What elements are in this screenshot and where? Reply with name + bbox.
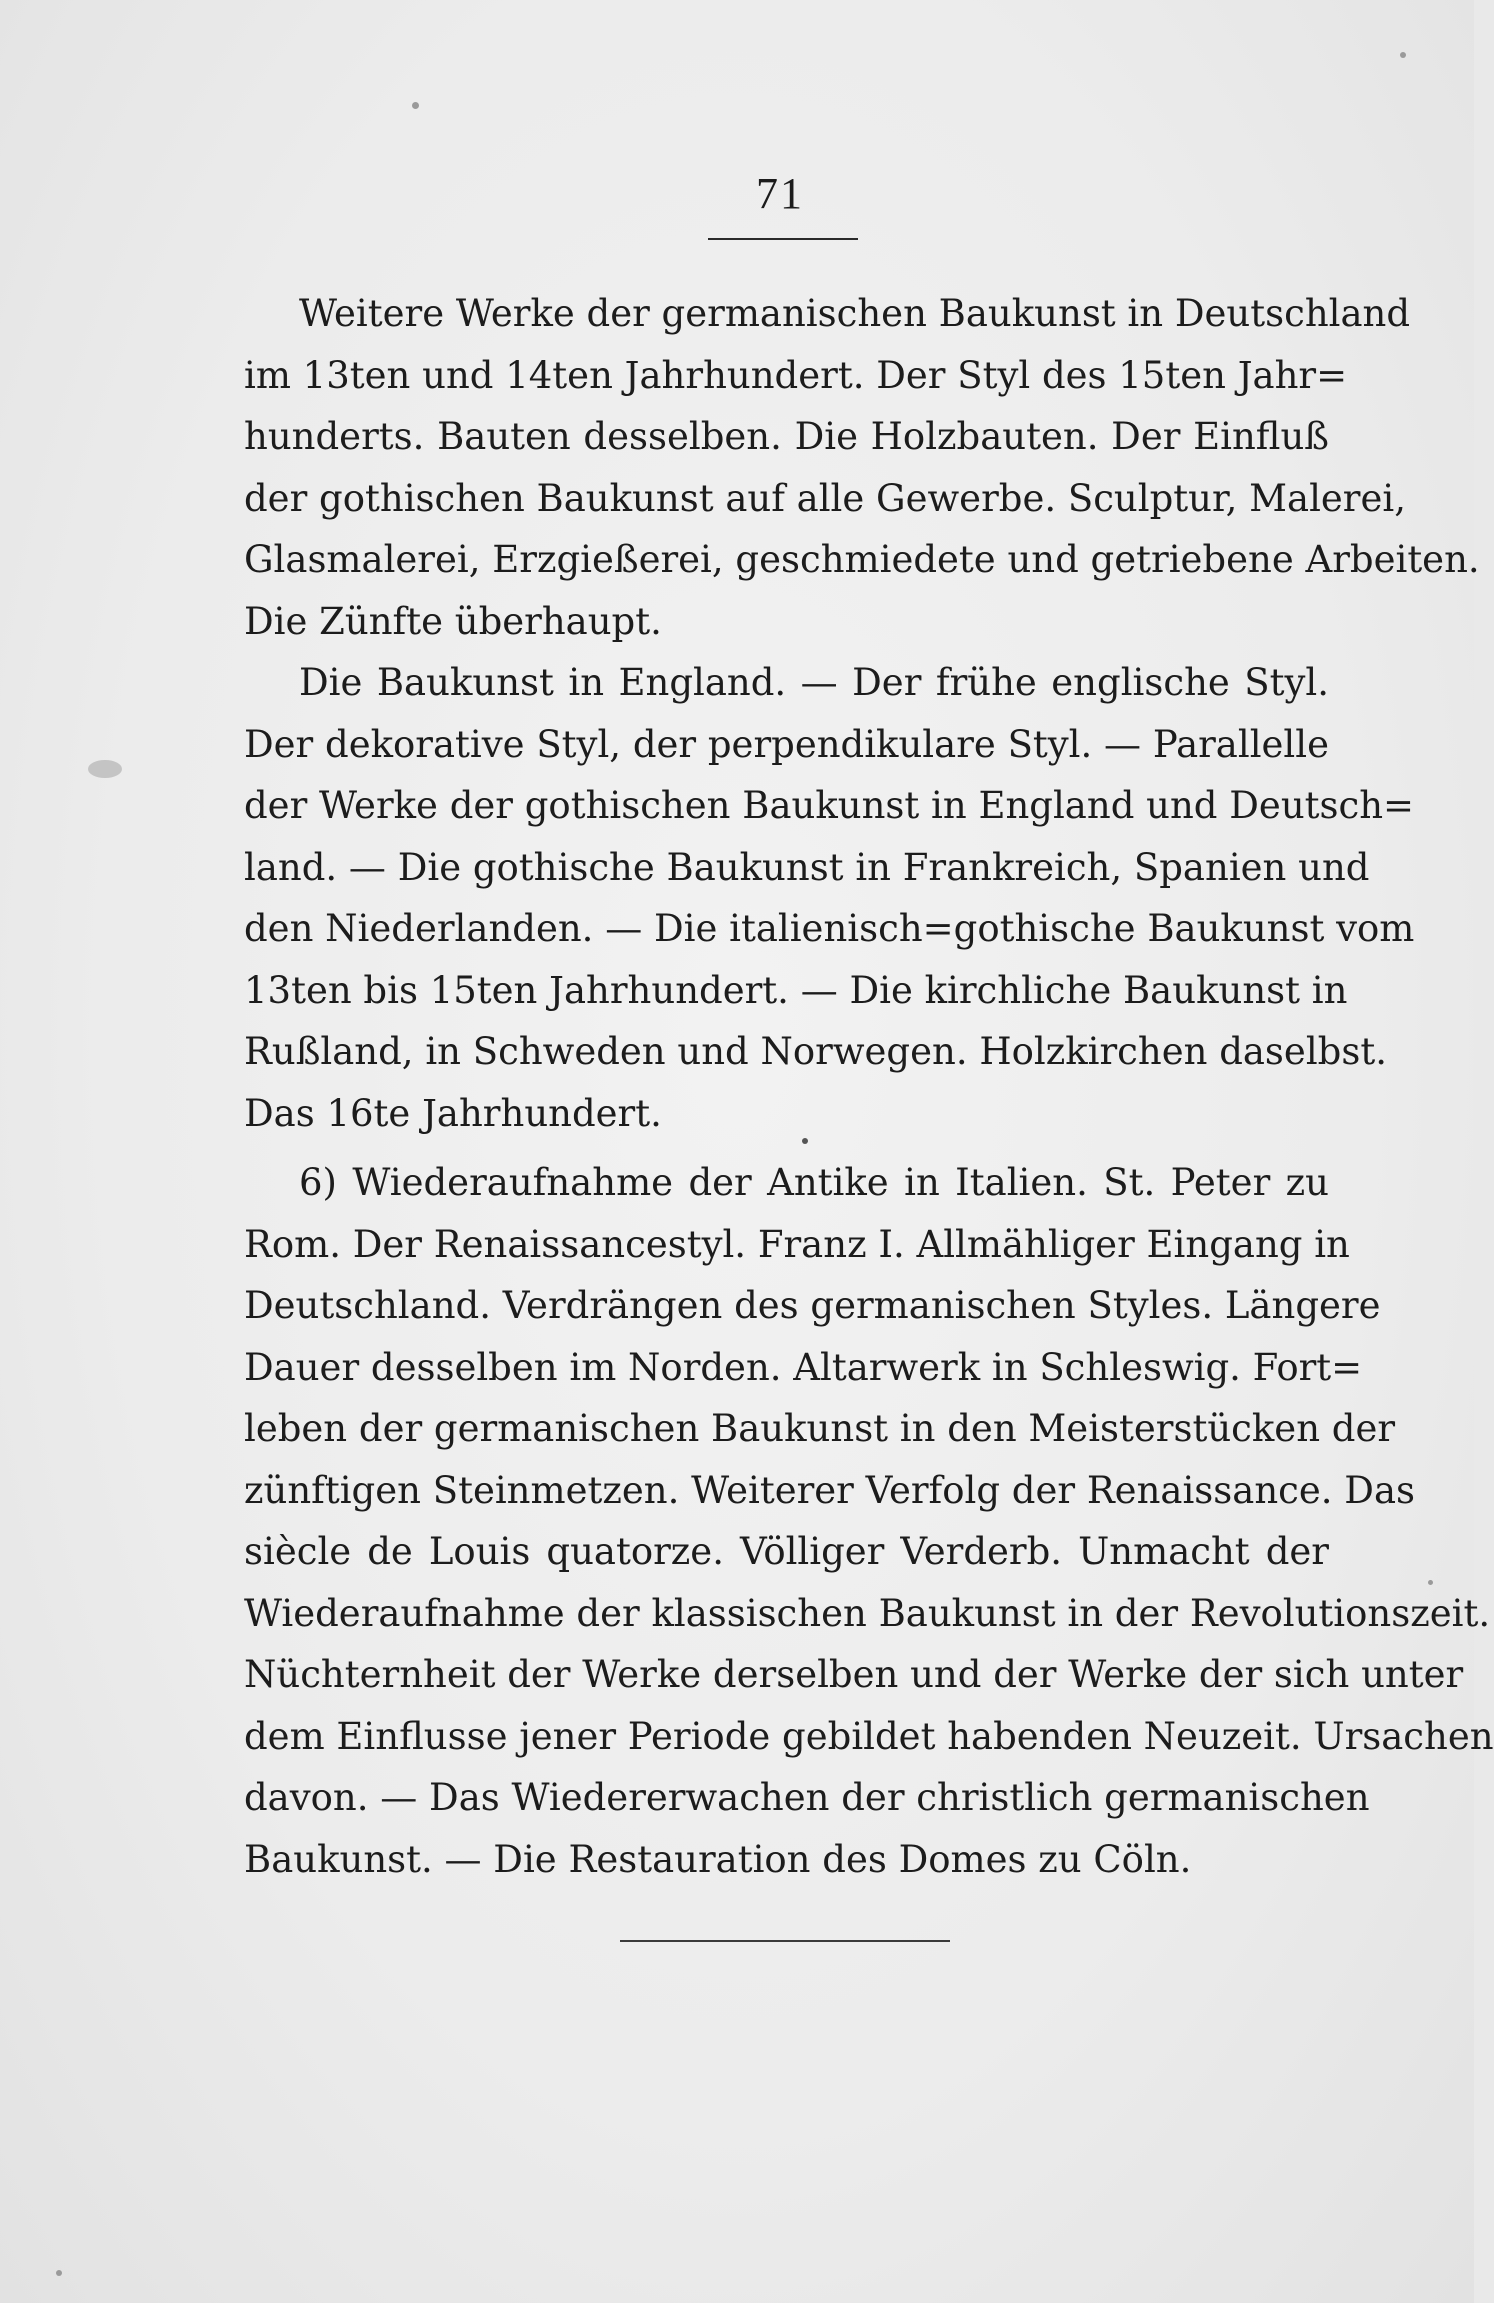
text-line: Die Zünfte überhaupt.	[244, 599, 662, 643]
paragraph-1	[244, 283, 1480, 652]
text-line: hunderts. Bauten desselben. Die Holzbauten. Der Einfluß	[244, 415, 1329, 458]
text-line: im 13ten und 14ten Jahrhundert. Der Styl des 15ten Jahr=	[244, 353, 1348, 397]
paper-speck	[88, 760, 122, 778]
text-line: Die Baukunst in England. — Der frühe englische Styl.	[299, 661, 1329, 704]
text-line: Rußland, in Schweden und Norwegen. Holzkirchen daselbst.	[244, 1030, 1387, 1073]
text-line: Nüchternheit der Werke derselben und der Werke der sich unter	[244, 1653, 1464, 1696]
text-line: Das 16te Jahrhundert.	[244, 1091, 662, 1135]
text-line: siècle de Louis quatorze. Völliger Verderb. Unmacht der	[244, 1530, 1329, 1573]
text-line: leben der germanischen Baukunst in den Meisterstücken der	[244, 1407, 1396, 1450]
text-line: Glasmalerei, Erzgießerei, geschmiedete und getriebene Arbeiten.	[244, 538, 1480, 581]
paper-speck	[56, 2270, 62, 2276]
footer-rule	[620, 1940, 950, 1942]
text-line: den Niederlanden. — Die italienisch=gothische Baukunst vom	[244, 907, 1415, 950]
text-line: Wiederaufnahme der klassischen Baukunst in der Revolutionszeit.	[244, 1591, 1491, 1635]
paragraph-2	[244, 652, 1415, 1144]
paper-speck	[802, 1138, 808, 1144]
text-line: Rom. Der Renaissancestyl. Franz I. Allmähliger Eingang in	[244, 1222, 1350, 1266]
paragraph-3	[244, 1152, 1494, 1890]
paper-speck	[1400, 52, 1406, 58]
text-line: 13ten bis 15ten Jahrhundert. — Die kirchliche Baukunst in	[244, 968, 1348, 1012]
text-line: der gothischen Baukunst auf alle Gewerbe. Sculptur, Malerei,	[244, 476, 1406, 520]
text-line: Deutschland. Verdrängen des germanischen Styles. Längere	[244, 1284, 1381, 1327]
text-line: Weitere Werke der germanischen Baukunst in Deutschland	[299, 292, 1411, 335]
paper-speck	[412, 102, 419, 109]
page-number: 71	[756, 169, 804, 218]
paper-speck	[1428, 1580, 1433, 1585]
text-line: davon. — Das Wiedererwachen der christlich germanischen	[244, 1776, 1370, 1819]
text-line: der Werke der gothischen Baukunst in England und Deutsch=	[244, 784, 1415, 827]
text-line: Der dekorative Styl, der perpendikulare Styl. — Parallelle	[244, 722, 1329, 766]
text-line: 6) Wiederaufnahme der Antike in Italien. St. Peter zu	[299, 1161, 1329, 1204]
text-line: zünftigen Steinmetzen. Weiterer Verfolg der Renaissance. Das	[244, 1468, 1416, 1512]
text-line: dem Einflusse jener Periode gebildet habenden Neuzeit. Ursachen	[244, 1714, 1494, 1758]
text-line: Dauer desselben im Norden. Altarwerk in Schleswig. Fort=	[244, 1345, 1363, 1389]
text-line: Baukunst. — Die Restauration des Domes zu Cöln.	[244, 1837, 1192, 1881]
header-rule	[708, 238, 858, 240]
text-line: land. — Die gothische Baukunst in Frankreich, Spanien und	[244, 845, 1370, 889]
